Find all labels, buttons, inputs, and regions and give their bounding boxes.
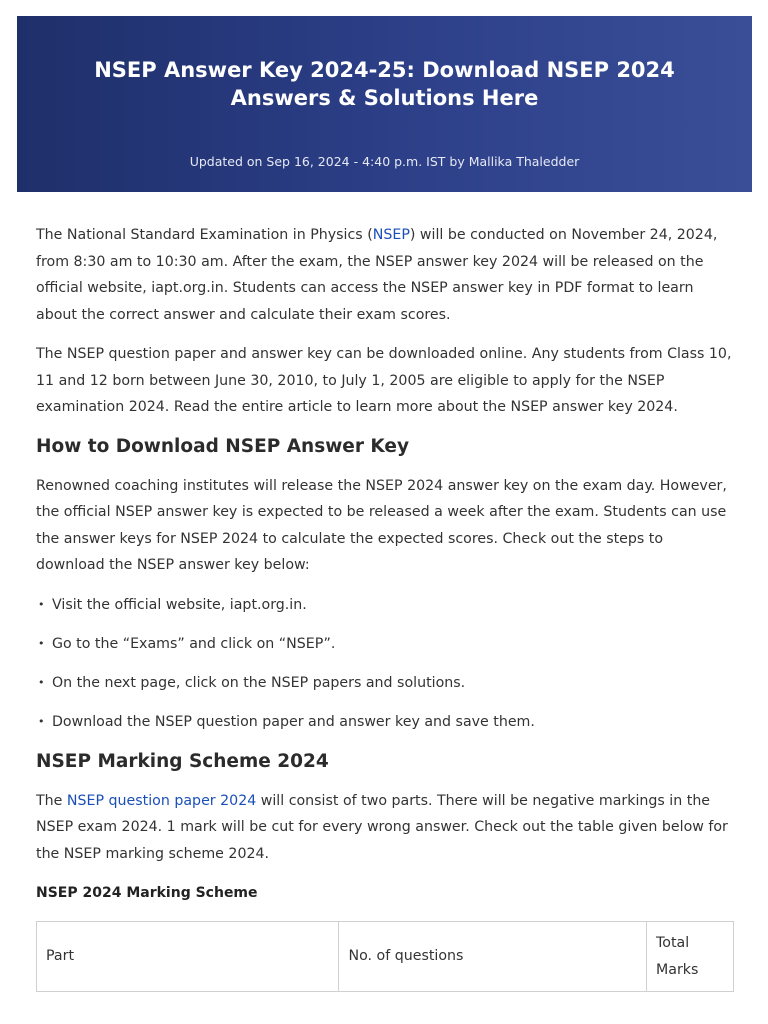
intro-text-after: ) will be conducted on November 24, 2024, from 8:30 am to 10:30 am. After the exam, the NSEP answer key 2024 will be released on the official website, iapt.org.in. Students can access the NSEP answer key in PDF format to learn about the correct answer and calculate their exam scores.: [36, 227, 718, 323]
marking-text-after: will consist of two parts. There will be negative markings in the NSEP exam 2024. 1 mark will be cut for every wrong answer. Check out the table given below for the NSEP marking scheme 2024.: [36, 792, 728, 862]
list-item: • On the next page, click on the NSEP papers and solutions.: [36, 670, 734, 696]
marking-paragraph: [36, 788, 734, 868]
article-meta: Updated on Sep 16, 2024 - 4:40 p.m. IST by Mallika Thaledder: [189, 154, 580, 169]
list-item: • Go to the “Exams” and click on “NSEP”.: [36, 631, 734, 657]
table-caption: NSEP 2024 Marking Scheme: [36, 885, 258, 902]
table-header-part: Part: [37, 922, 339, 992]
question-paper-link[interactable]: NSEP question paper 2024: [66, 792, 257, 809]
marking-scheme-table: [36, 921, 734, 992]
article-header: [17, 16, 752, 192]
list-item: • Visit the official website, iapt.org.in.: [36, 592, 734, 618]
marking-text-before: The: [36, 792, 67, 809]
marking-scheme-heading: NSEP Marking Scheme 2024: [36, 750, 329, 772]
download-heading: How to Download NSEP Answer Key: [36, 435, 410, 457]
table-row: [37, 922, 734, 992]
table-header-total-marks: Total Marks: [647, 922, 734, 992]
list-item: • Download the NSEP question paper and answer key and save them.: [36, 709, 734, 735]
download-steps-list: [36, 592, 734, 736]
table-header-questions: No. of questions: [339, 922, 647, 992]
intro-text-before: The National Standard Examination in Physics (: [36, 227, 373, 243]
download-paragraph: Renowned coaching institutes will release the NSEP 2024 answer key on the exam day. However, the official NSEP answer key is expected to be released a week after the exam. Students can use the answer keys for NSEP 2024 to calculate the expected scores. Check out the steps to download the NSEP answer key below:: [36, 477, 727, 573]
intro-paragraph-2: The NSEP question paper and answer key can be downloaded online. Any students from Class 10, 11 and 12 born between June 30, 2010, to July 1, 2005 are eligible to apply for the NSEP examination 2024. Read the entire article to learn more about the NSEP answer key 2024.: [36, 346, 732, 415]
page-title: NSEP Answer Key 2024-25: Download NSEP 2024 Answers & Solutions Here: [94, 58, 675, 110]
intro-paragraph-1: [36, 222, 734, 328]
nsep-link[interactable]: NSEP: [372, 227, 410, 243]
article-body: [36, 222, 734, 992]
